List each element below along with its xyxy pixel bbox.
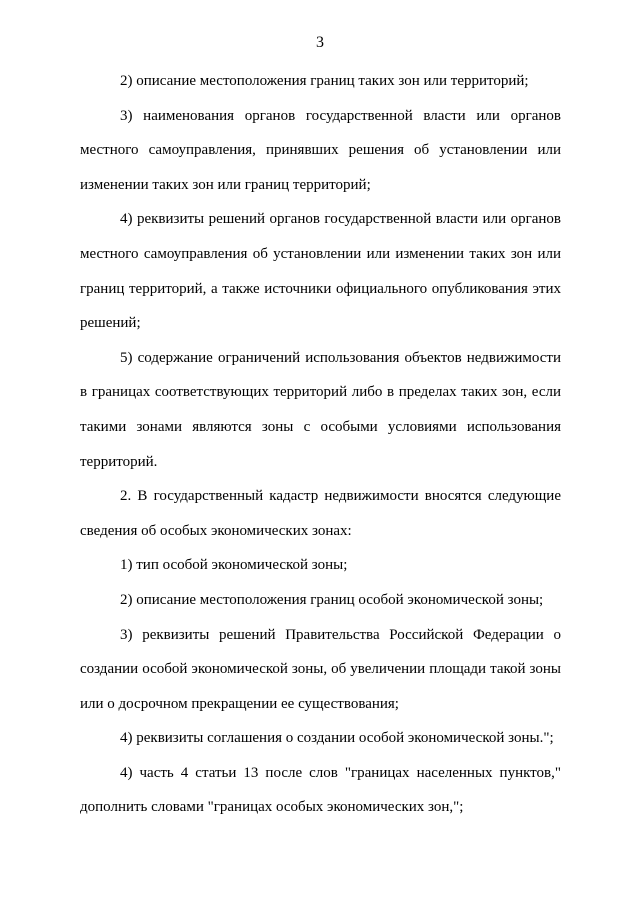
paragraph-item-2-location: 2) описание местоположения границ таких зон или территорий;: [120, 73, 529, 89]
paragraph-sez-item-1-type: 1) тип особой экономической зоны;: [120, 557, 348, 574]
document-body: [80, 64, 561, 825]
paragraph-sez-item-4-agreement: 4) реквизиты соглашения о создании особой экономической зоны.";: [120, 730, 554, 747]
paragraph-amendment-item-4: 4) часть 4 статьи 13 после слов "границах населенных пунктов," дополнить словами "границах особых экономических зон,";: [80, 764, 561, 816]
paragraph-item-4-decision-details: 4) реквизиты решений органов государственной власти или органов местного самоуправления об установлении или изменении таких зон или границ территорий, а также источники официального опубликования этих решений;: [80, 211, 561, 332]
paragraph-item-3-authorities: 3) наименования органов государственной власти или органов местного самоуправления, принявших решения об установлении или изменении таких зон или границ территорий;: [80, 107, 561, 193]
paragraph-sez-item-2-location: 2) описание местоположения границ особой экономической зоны;: [120, 591, 544, 608]
paragraph-section-2-intro: 2. В государственный кадастр недвижимости вносятся следующие сведения об особых экономических зонах:: [80, 488, 561, 539]
page-number: 3: [316, 34, 324, 51]
paragraph-item-5-restrictions: 5) содержание ограничений использования объектов недвижимости в границах соответствующих территорий либо в пределах таких зон, если такими зонами являются зоны с особыми условиями использования территорий.: [80, 349, 561, 470]
paragraph-sez-item-3-government-decisions: 3) реквизиты решений Правительства Российской Федерации о создании особой экономической зоны, об увеличении площади такой зоны или о досрочном прекращении ее существования;: [80, 626, 561, 712]
